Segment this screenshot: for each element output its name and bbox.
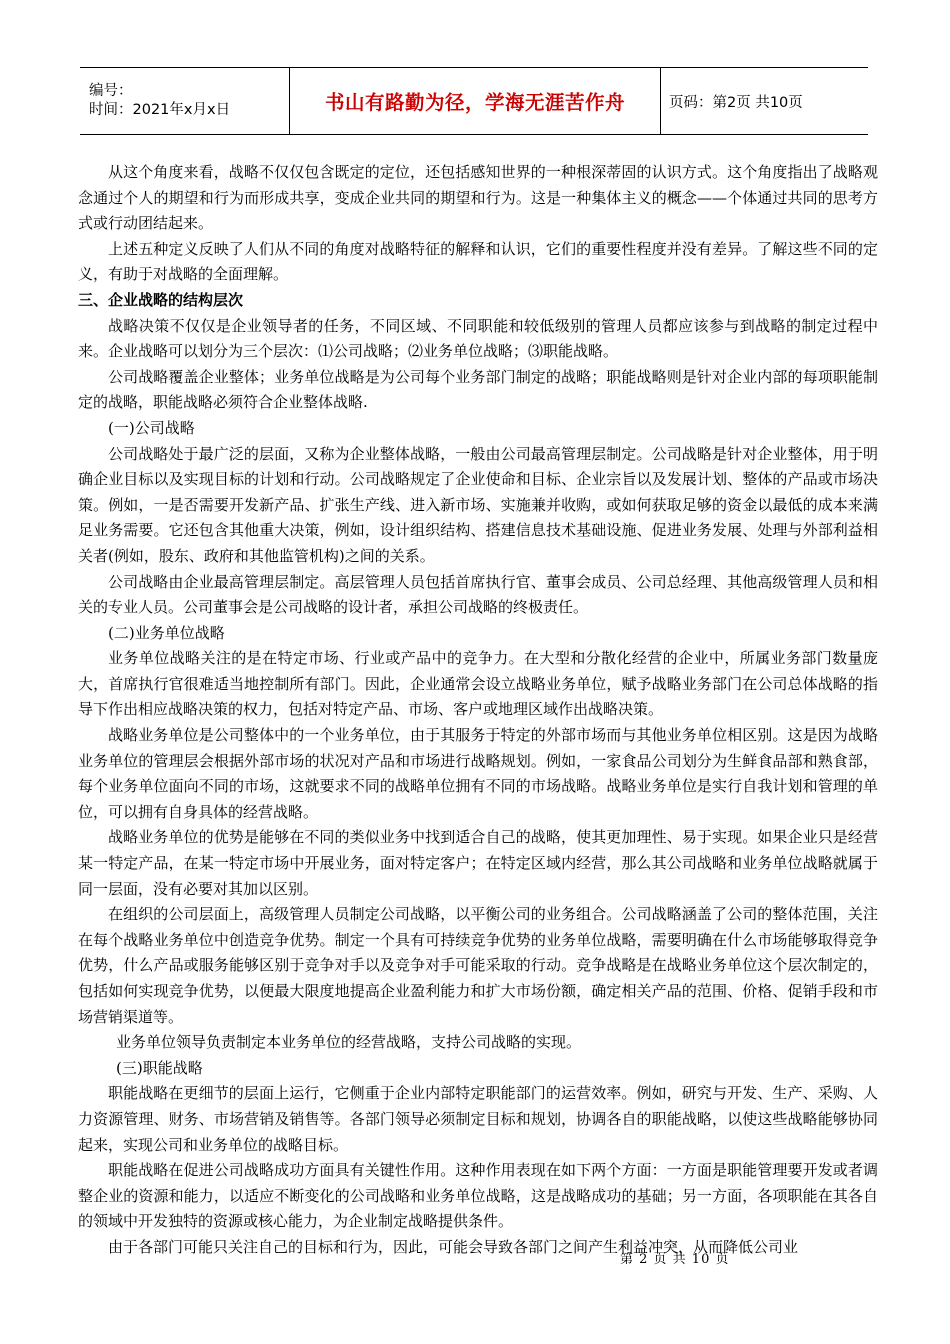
document-header	[80, 67, 868, 135]
paragraph: 战略决策不仅仅是企业领导者的任务，不同区域、不同职能和较低级别的管理人员都应该参与到战略的制定过程中来。企业战略可以划分为三个层次：⑴公司战略；⑵业务单位战略；⑶职能战略。	[78, 316, 878, 361]
header-page-info: 页码：第2页 共10页	[661, 68, 869, 135]
paragraph: 战略业务单位是公司整体中的一个业务单位，由于其服务于特定的外部市场而与其他业务单位相区别。这是因为战略业务单位的管理层会根据外部市场的状况对产品和市场进行战略规划。例如，一家食品公司划分为生鲜食品部和熟食部，每个业务单位面向不同的市场，这就要求不同的战略单位拥有不同的市场战略。战略业务单位是实行自我计划和管理的单位，可以拥有自身具体的经营战略。	[78, 726, 878, 821]
paragraph: 公司战略处于最广泛的层面，又称为企业整体战略，一般由公司最高管理层制定。公司战略是针对企业整体，用于明确企业目标以及实现目标的计划和行动。公司战略规定了企业使命和目标、企业宗旨以及发展计划、整体的产品或市场决策。例如，一是否需要开发新产品、扩张生产线、进入新市场、实施兼并收购，或如何获取足够的资金以最低的成本来满足业务需要。它还包含其他重大决策，例如，设计组织结构、搭建信息技术基础设施、促进业务发展、处理与外部利益相关者(例如，股东、政府和其他监管机构)之间的关系。	[78, 444, 878, 565]
paragraph: 由于各部门可能只关注自己的目标和行为，因此，可能会导致各部门之间产生利益冲突，从而降低公司业	[108, 1237, 799, 1256]
paragraph: 公司战略由企业最高管理层制定。高层管理人员包括首席执行官、董事会成员、公司总经理、其他高级管理人员和相关的专业人员。公司董事会是公司战略的设计者，承担公司战略的终极责任。	[78, 572, 878, 617]
paragraph: 上述五种定义反映了人们从不同的角度对战略特征的解释和认识，它们的重要性程度并没有差异。了解这些不同的定义，有助于对战略的全面理解。	[78, 239, 878, 284]
section-heading: 三、企业战略的结构层次	[78, 290, 244, 309]
paragraph: 公司战略覆盖企业整体；业务单位战略是为公司每个业务部门制定的战略；职能战略则是针对企业内部的每项职能制定的战略，职能战略必须符合企业整体战略.	[78, 367, 878, 412]
page-footer: 第 2 页 共 10 页	[620, 1252, 730, 1267]
document-body	[78, 160, 878, 1261]
subsection-heading: (三)职能战略	[116, 1058, 203, 1077]
subsection-heading: (一)公司战略	[108, 418, 195, 437]
header-motto: 书山有路勤为径，学海无涯苦作舟	[324, 91, 625, 114]
paragraph: 战略业务单位的优势是能够在不同的类似业务中找到适合自己的战略，使其更加理性、易于实现。如果企业只是经营某一特定产品，在某一特定市场中开展业务，面对特定客户；在特定区域内经营，那么其公司战略和业务单位战略就属于同一层面，没有必要对其加以区别。	[78, 828, 878, 898]
paragraph: 从这个角度来看，战略不仅仅包含既定的定位，还包括感知世界的一种根深蒂固的认识方式。这个角度指出了战略观念通过个人的期望和行为而形成共享，变成企业共同的期望和行为。这是一种集体主义的概念——个体通过共同的思考方式或行动团结起来。	[78, 163, 878, 233]
paragraph: 在组织的公司层面上，高级管理人员制定公司战略，以平衡公司的业务组合。公司战略涵盖了公司的整体范围，关注在每个战略业务单位中创造竞争优势。制定一个具有可持续竞争优势的业务单位战略，需要明确在什么市场能够取得竞争优势，什么产品或服务能够区别于竞争对手以及竞争对手可能采取的行动。竞争战略是在战略业务单位这个层次制定的，包括如何实现竞争优势，以便最大限度地提高企业盈利能力和扩大市场份额，确定相关产品的范围、价格、促销手段和市场营销渠道等。	[78, 905, 878, 1026]
paragraph: 业务单位领导负责制定本业务单位的经营战略，支持公司战略的实现。	[116, 1033, 582, 1052]
paragraph: 职能战略在促进公司战略成功方面具有关键性作用。这种作用表现在如下两个方面：一方面是职能管理要开发或者调整企业的资源和能力，以适应不断变化的公司战略和业务单位战略，这是战略成功的基础；另一方面，各项职能在其各自的领域中开发独特的资源或核心能力，为企业制定战略提供条件。	[78, 1161, 878, 1231]
document-number-label: 编号：	[89, 83, 133, 99]
header-meta-cell	[80, 68, 290, 135]
paragraph: 职能战略在更细节的层面上运行，它侧重于企业内部特定职能部门的运营效率。例如，研究与开发、生产、采购、人力资源管理、财务、市场营销及销售等。各部门领导必须制定目标和规划，协调各自的职能战略，以使这些战略能够协同起来，实现公司和业务单位的战略目标。	[78, 1084, 878, 1154]
document-date: 时间：2021年x月x日	[89, 102, 231, 118]
paragraph: 业务单位战略关注的是在特定市场、行业或产品中的竞争力。在大型和分散化经营的企业中，所属业务部门数量庞大，首席执行官很难适当地控制所有部门。因此，企业通常会设立战略业务单位，赋予战略业务部门在公司总体战略的指导下作出相应战略决策的权力，包括对特定产品、市场、客户或地理区域作出战略决策。	[78, 649, 878, 719]
header-motto-cell	[290, 68, 661, 135]
subsection-heading: (二)业务单位战略	[108, 623, 225, 642]
